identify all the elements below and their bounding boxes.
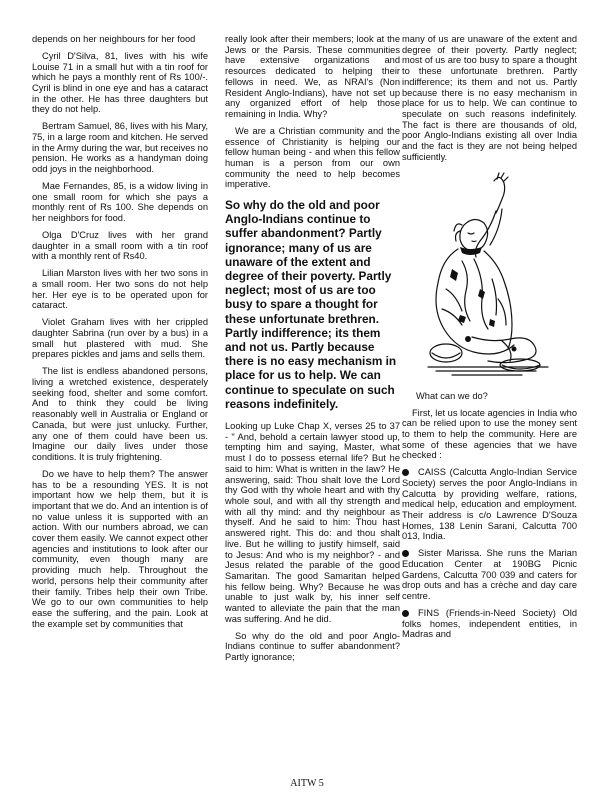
list-item xyxy=(402,608,577,640)
page-footer: AITW 5 xyxy=(290,778,324,789)
list-item xyxy=(402,548,577,602)
sketch-of-elderly-woman-icon xyxy=(402,169,577,381)
figure-caption: What can we do? xyxy=(416,390,488,401)
paragraph: So why do the old and poor Anglo-Indians continue to suffer abandonment? Partly ignorance; xyxy=(225,630,400,663)
paragraph: We are a Christian community and the essence of Christianity is helping our fellow human being - and when this fellow human is a person from our own community the need to help becomes imperative. xyxy=(225,125,400,190)
paragraph: Violet Graham lives with her crippled daughter Sabrina (run over by a bus) in a small hut plastered with mud. She prepares pickles and jams and sells them. xyxy=(32,317,208,360)
paragraph: depends on her neighbours for her food xyxy=(32,34,196,44)
bullet-icon xyxy=(402,550,409,557)
column-left xyxy=(32,34,208,636)
bullet-icon xyxy=(402,469,409,476)
column-right xyxy=(402,34,577,646)
column-middle xyxy=(225,34,400,669)
paragraph: Olga D'Cruz lives with her grand daughter in a small room with a tin roof with a monthly rent of Rs40. xyxy=(32,230,208,262)
paragraph: really look after their members; look at the Jews or the Parsis. These communities have extensive organizations and resources dedicated to helping their fellows in need. We, as NRAI's (Non Resident Anglo-Indians), have not set up any organized effort of help those remaining in India. Why? xyxy=(225,34,400,119)
list-item-text: Sister Marissa. She runs the Marian Education Center at 190BG Picnic Gardens, Calcutta 700 039 and caters for drop outs and has a crèche and day care centre. xyxy=(402,548,577,602)
bullet-icon xyxy=(402,610,409,617)
paragraph: First, let us locate agencies in India who can be relied upon to use the money sent to them to help the community. Here are some of these agencies that we have checked : xyxy=(402,407,577,461)
paragraph: Do we have to help them? The answer has to be a resounding YES. It is not important how we help them, but it is important that we do. And an intention is of no value unless it is supported with an action. With our numbers abroad, we can cover them easily. We cannot expect other agencies and institutions to look after our community, even though many are providing much help. Throughout the world, persons help their community after their family. Tribes help their own Tribe. We go to our own communities to help ease the suffering, and the pain. Look at the example set by communities that xyxy=(32,468,208,629)
pull-quote: So why do the old and poor Anglo-Indians continue to suffer abandonment? Partly ignorance; many of us are unaware of the extent and degree of their poverty. Partly neglect; most of us are too busy to spare a thought for these unfortunate brethren. Partly indifference; its them and not us. Partly because there is no easy mechanism in place for us to help. We can continue to speculate on such reasons indefinitely. xyxy=(225,198,397,411)
paragraph: Looking up Luke Chap X, verses 25 to 37 - " And, behold a certain lawyer stood up, tempting him and saying, Master, what must I do to possess eternal life? But he said to him: What is written in the law? He answering, said: Thou shalt love the Lord thy God with thy whole heart and with thy whole soul, and with all thy strength and with all thy mind: and thy neighbour as thyself. And he said to him: Thou hast answered right. This do: and thou shalt live. But he willing to justify himself, said to Jesus: And who is my neighbor? - and Jesus related the parable of the good Samaritan. The good Samaritan helped his fellow being. Why? Because he was unable to just walk by, his inner self wanted to alleviate the pain that the man was suffering. And he did. xyxy=(225,421,400,624)
paragraph: Lilian Marston lives with her two sons in a small room. Her two sons do not help her. Her eye is to be operated upon for cataract. xyxy=(32,268,208,311)
paragraph: many of us are unaware of the extent and degree of their poverty. Partly neglect; most of us are too busy to spare a thought to these unfortunate brethren. Partly indifference; its them and not us. Partly because there is no easy mechanism in place for us to help. We can continue to speculate on such reasons indefinitely. The fact is there are thousands of old, poor Anglo-Indians existing all over India and the fact is they are not being helped sufficiently. xyxy=(402,34,577,162)
list-item-text: CAISS (Calcutta Anglo-Indian Service Society) serves the poor Anglo-Indians in Calcutta by providing welfare, rations, medical help, education and employment. Their address is c/o Lawrence D'Souza Homes, 138 Lenin Sarani, Calcutta 700 013, India. xyxy=(402,467,577,542)
paragraph: Bertram Samuel, 86, lives with his Mary, 75, in a large room and kitchen. He served in the Army during the war, but receives no pension. He works as a handyman doing odd joys in the neighborhood. xyxy=(32,121,208,175)
list-item xyxy=(402,467,577,542)
list-item-text: FINS (Friends-in-Need Society) Old folks homes, independent entities, in Madras and xyxy=(402,608,577,640)
paragraph: The list is endless abandoned persons, living a wretched existence, desperately seeking food, shelter and some comfort. And to think they could be living reasonably well in Australia or England or Canada, but were just unlucky. Further, any one of them could have been us. Imagine our daily lives under those conditions. It is truly frightening. xyxy=(32,366,208,462)
paragraph: Mae Fernandes, 85, is a widow living in one small room for which she pays a monthly rent of Rs 100. She depends on her neighbors for food. xyxy=(32,181,208,224)
paragraph: Cyril D'Silva, 81, lives with his wife Louise 71 in a small hut with a tin roof for which he pays a monthly rent of Rs 100/-. Cyril is blind in one eye and has a cataract in the other. He has three daughters but they do not help. xyxy=(32,50,208,115)
